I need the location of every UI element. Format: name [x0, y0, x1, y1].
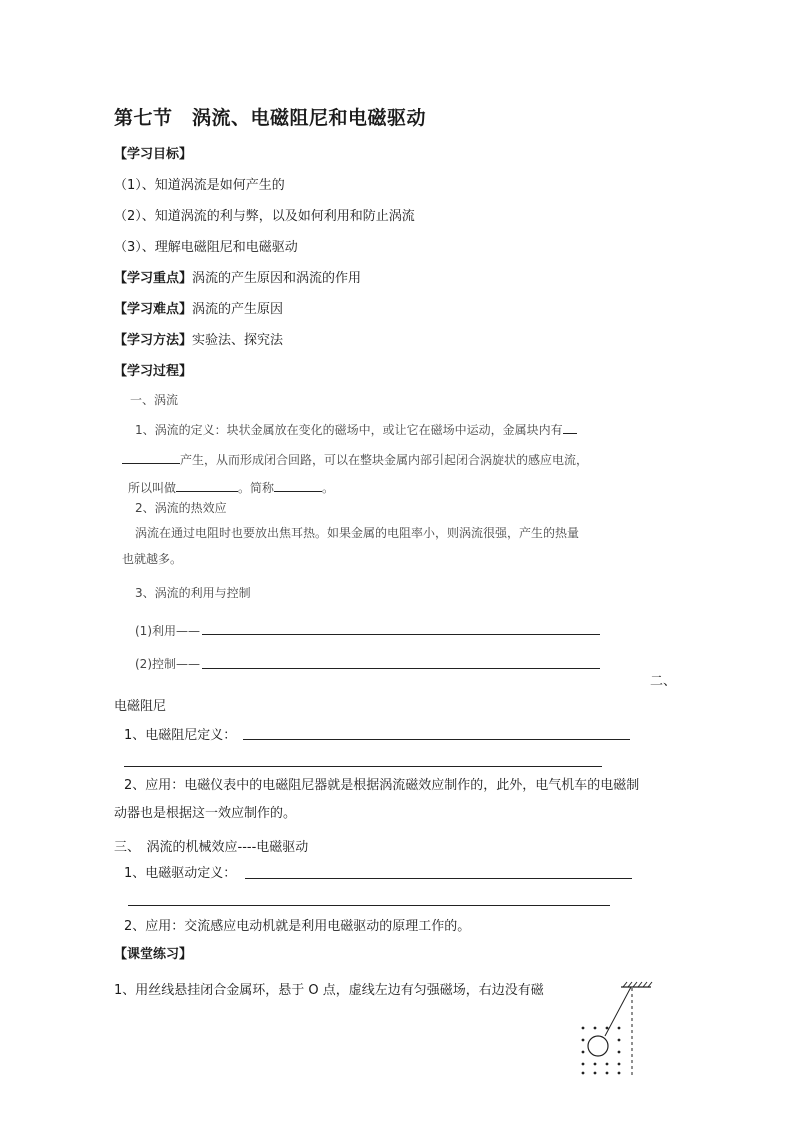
difficulty-label: 【学习难点】 — [114, 302, 193, 317]
heat-line-1: 涡流在通过电阻时也要放出焦耳热。如果金属的电阻率小，则涡流很强，产生的热量 — [135, 526, 580, 540]
method-text: 实验法、探究法 — [192, 333, 284, 348]
eddy-blank-1b[interactable] — [122, 450, 180, 464]
eddy-def-line2 — [122, 450, 588, 468]
use-label: (1)利用—— — [135, 624, 200, 638]
practice-header: 【课堂练习】 — [114, 947, 193, 962]
heat-line-2: 也就越多。 — [122, 552, 183, 566]
difficulty-line — [114, 302, 283, 318]
damping-def-line-2[interactable] — [124, 766, 602, 767]
objective-3: （3）、理解电磁阻尼和电磁驱动 — [114, 240, 298, 255]
part1-heading: 一、涡流 — [130, 393, 179, 407]
damping-def-label: 1、电磁阻尼定义： — [124, 728, 237, 743]
use-answer-line[interactable] — [202, 634, 600, 635]
eddy-def-text3c: 。 — [322, 481, 335, 495]
difficulty-text: 涡流的产生原因 — [192, 302, 284, 317]
pendulum-ring-figure — [575, 978, 655, 1078]
eddy-def-line3 — [128, 478, 334, 496]
use-heading: 3、涡流的利用与控制 — [135, 586, 251, 600]
process-header: 【学习过程】 — [114, 364, 193, 379]
objectives-header: 【学习目标】 — [114, 147, 193, 162]
key-point-line — [114, 271, 361, 287]
magnetic-field-dots — [582, 1027, 621, 1075]
question-1: 1、用丝线悬挂闭合金属环，悬于 O 点，虚线左边有匀强磁场，右边没有磁 — [114, 983, 544, 998]
drive-def-line-2[interactable] — [128, 905, 610, 906]
metal-ring — [588, 1036, 608, 1056]
damping-def-line-1[interactable] — [243, 739, 630, 740]
part3-heading: 三、 涡流的机械效应----电磁驱动 — [114, 840, 309, 855]
eddy-def-line1 — [135, 420, 577, 438]
objective-1: （1）、知道涡流是如何产生的 — [114, 178, 285, 193]
key-point-label: 【学习重点】 — [114, 271, 193, 286]
eddy-def-text2: 产生，从而形成闭合回路，可以在整块金属内部引起闭合涡旋状的感应电流， — [180, 453, 589, 467]
heat-heading: 2、涡流的热效应 — [135, 501, 227, 515]
eddy-def-text1: 1、涡流的定义：块状金属放在变化的磁场中，或让它在磁场中运动，金属块内有 — [135, 423, 563, 437]
method-label: 【学习方法】 — [114, 333, 193, 348]
key-point-text: 涡流的产生原因和涡流的作用 — [192, 271, 362, 286]
eddy-short-name-blank[interactable] — [274, 478, 322, 492]
page-title: 第七节 涡流、电磁阻尼和电磁驱动 — [114, 107, 427, 129]
damping-app-line2: 动器也是根据这一效应制作的。 — [114, 806, 297, 821]
eddy-name-blank[interactable] — [176, 478, 238, 492]
eddy-def-text3a: 所以叫做 — [128, 481, 177, 495]
objective-2: （2）、知道涡流的利与弊，以及如何利用和防止涡流 — [114, 209, 415, 224]
eddy-def-text3b: 。简称 — [238, 481, 275, 495]
control-answer-line[interactable] — [202, 668, 600, 669]
damping-app-line1: 2、应用：电磁仪表中的电磁阻尼器就是根据涡流磁效应制作的，此外，电气机车的电磁制 — [124, 778, 640, 793]
part2-heading: 电磁阻尼 — [114, 699, 167, 714]
method-line — [114, 333, 283, 349]
eddy-blank-1a[interactable] — [563, 420, 577, 434]
drive-app-line: 2、应用：交流感应电动机就是利用电磁驱动的原理工作的。 — [124, 919, 471, 934]
drive-def-line-1[interactable] — [245, 878, 632, 879]
drive-def-label: 1、电磁驱动定义： — [124, 866, 237, 881]
control-label: (2)控制—— — [135, 657, 200, 671]
ceiling-hatch — [621, 982, 652, 987]
part2-number: 二、 — [650, 674, 677, 689]
